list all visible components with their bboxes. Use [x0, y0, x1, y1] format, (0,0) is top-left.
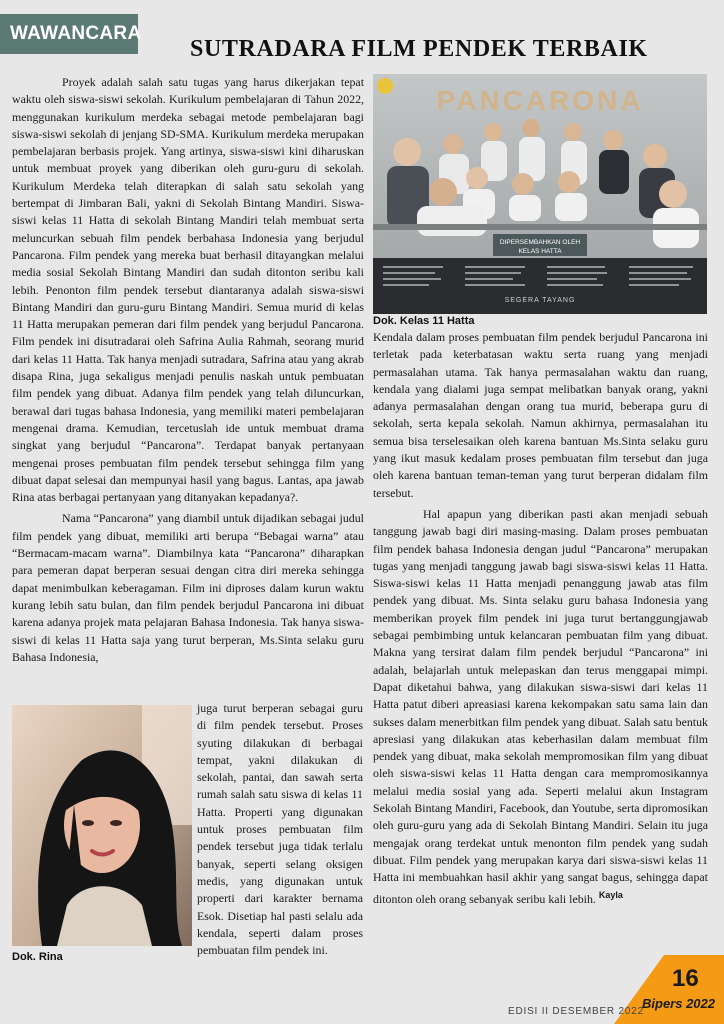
edition-label: EDISI II DESEMBER 2022	[508, 1006, 644, 1017]
right-paragraph-1: Kendala dalam proses pembuatan film pendek berjudul Pancarona ini terletak pada keterbatasan waktu serta ruang yang menjadi permasalahan utama. Tak hanya permasalahan waktu dan ruang, kendala yang dialami juga sempat melibatkan banyak orang, yakni adanya permasalahan dengan orang tua murid, beberapa guru di sekolah, serta kepala sekolah. Namun akhirnya, permasalahan itu semua bisa terselesaikan oleh karena bantuan Ms.Sinta selaku guru yang ikut masuk kedalam proses pembuatan film tersebut dan juga oleh karena bantuan teman-teman yang turut berperan didalam film tersebut.	[373, 330, 708, 500]
banner-line-1: DIPERSEMBAHKAN OLEH	[499, 239, 581, 246]
banner-line-2: KELAS HATTA	[518, 248, 562, 255]
right-column-text	[373, 329, 708, 908]
right-paragraph-2-text: Hal apapun yang diberikan pasti akan menjadi sebuah tanggung jawab bagi diri masing-masing. Dalam proses pembuatan film pendek bahasa Indonesia dengan judul “Pancarona” merupakan tugas yang menjadi tanggung jawab bagi siswa-siswi kelas 11 Hatta. Siswa-siswi kelas 11 Hatta menjadi penanggung jawab atas film pendek yang dibuat. Ms. Sinta selaku guru bahasa Indonesia yang memberikan proyek film pendek ini juga turut bertanggungjawab sebagai pembimbing untuk kelancaran pembuatan film yang dibuat. Makna yang tersirat dalam film pendek berjudul “Pancarona” ini adalah, belajarlah untuk melepaskan dan terus menggapai mimpi. Dapat diketahui bahwa, yang dilakukan siswa-siswi dari kelas 11 Hatta patut diberi apreasiasi karena kekompakan satu sama lain dan sukses dalam menerbitkan film pendek yang dibuat. Salah satu bentuk apresiasi yang dilakukan atas keberhasilan dalam membuat film pendek yang dibuat, maka sekolah mempromosikan film yang dibuat oleh siswa-siswi kelas 11 Hatta dengan cara mempromosikannya melalui media sosial yang ada. Seperti melalui akun Instagram Sekolah Bintang Mandiri, Facebook, dan Youtube, serta dipromosikan oleh guru-guru yang ada di Sekolah Bintang Mandiri. Selain itu juga mengajak orang terdekat untuk menonton film pendek yang sudah dibuat. Film pendek yang merupakan karya dari siswa-siswi kelas 11 Hatta ini membuahkan hasil akhir yang sangat bagus, sehingga dapat ditonton oleh orang sebanyak seribu kali lebih.	[373, 506, 708, 906]
right-paragraph-2	[373, 506, 708, 908]
left-paragraph-2: Nama “Pancarona” yang diambil untuk dijadikan sebagai judul film pendek yang dibuat, memiliki arti berupa “Bebagai warna” atau “Bermacam-macam warna”. Diambilnya kata “Pancarona” diharapkan para pemeran dapat berperan sesuai dengan citra diri mereka sehingga dapat menimbulkan keberagaman. Film ini diproses dalam kurun waktu kurang lebih satu bulan, dan film pendek berjudul Pancarona ini dibuat karena adanya projek mata pelajaran Bahasa Indonesia. Tak hanya siswa-siswi di kelas 11 Hatta saja yang turut berperan, Ms.Sinta selaku guru Bahasa Indonesia,	[12, 511, 364, 664]
author-signature: Kayla	[598, 889, 623, 900]
left-column-text	[12, 74, 364, 666]
poster-footer-text: SEGERA TAYANG	[504, 297, 576, 304]
brand-label: Bipers 2022	[642, 996, 715, 1011]
left-column-continued	[197, 700, 363, 959]
left-paragraph-1: Proyek adalah salah satu tugas yang harus dikerjakan tepat waktu oleh siswa-siswi sekolah. Kurikulum pembelajaran di Tahun 2022, menggunakan kurikulum merdeka sebagai metode pembelajaran bagi siswa-siswi sekolah di jenjang SD-SMA. Kurikulum merdeka merupakan pembelajaran berbasis projek. Yang artinya, siswa-siswi kini diharuskan untuk membuat proyek yang diberikan oleh guru-guru di sekolah. Kurikulum Merdeka telah diterapkan di salah satu sekolah yang bertempat di Jimbaran Bali, yakni di Sekolah Bintang Mandiri. Siswa-siswi kelas 11 Hatta di sekolah Bintang Mandiri telah membuat serta meluncurkan sebuah film pendek berbahasa Indonesia yang berjudul Pancarona. Film pendek yang mereka buat berhasil ditayangkan melalui media sosial Sekolah Bintang Mandiri dan sudah ditonton seribu kali lebih. Penonton film pendek tersebut diantaranya adalah siswa-siswi Bintang Mandiri dan guru-guru Bintang Mandiri. Semua murid di kelas 11 Hatta merupakan pemeran dari film pendek yang berjudul Pancarona. Film pendek ini disutradarai oleh Safrina Aulia Rahmah, seorang murid dari kelas 11 Hatta. Tak hanya menjadi sutradara, Safrina atau yang akrab disapa Rina, juga sekaligus menjadi penulis naskah untuk pembuatan film pendek yang dibuat. Adanya film pendek yang telah diluncurkan, berawal dari tugas bahasa Indonesia, yang memiliki materi pembelajaran mengenai drama. Kemudian, tercetuslah ide untuk membuat drama singkat yang berjudul “Pancarona”. Terdapat banyak pertanyaan mengenai proses pembuatan film pendek tersebut sehingga film yang dibuat dapat selesai dan mempunyai hasil yang bagus. Lantas, apa jawab Rina atas berbagai pertanyaan yang ditanyakan kepadanya?.	[12, 75, 364, 505]
class-photo	[373, 74, 707, 314]
class-photo-caption: Dok. Kelas 11 Hatta	[373, 315, 475, 327]
page-number: 16	[672, 965, 699, 992]
portrait-caption: Dok. Rina	[12, 951, 63, 963]
school-logo-icon	[377, 78, 393, 94]
article-title: SUTRADARA FILM PENDEK TERBAIK	[190, 36, 648, 62]
poster-title: PANCARONA	[436, 85, 644, 116]
portrait-photo	[12, 705, 192, 946]
section-badge: WAWANCARA	[0, 14, 138, 54]
left-paragraph-2-cont: juga turut berperan sebagai guru di film pendek tersebut. Proses syuting dilakukan di berbagai tempat, yakni dilakukan di sekolah, pantai, dan sawah serta rumah salah satu siswa di kelas 11 Hatta. Properti yang digunakan untuk proses pembuatan film pendek tersebut juga tidak terlalu banyak, seperti selang oksigen medis, yang digunakan untuk properti dari karakter bernama Esok. Disetiap hal pasti selalu ada kendala, seperti dalam proses pembuatan film pendek ini.	[197, 701, 363, 958]
